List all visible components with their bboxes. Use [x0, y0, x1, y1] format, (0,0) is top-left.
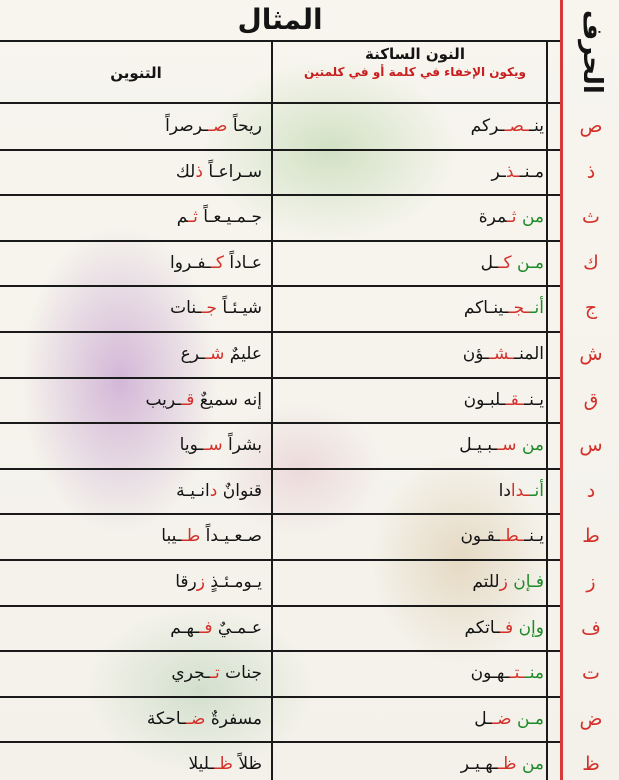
example-segment: ـر [491, 161, 506, 182]
noon-sakinah-example [300, 520, 544, 552]
tanween-segment: جـ [201, 298, 217, 319]
table-row [0, 514, 619, 558]
table-row [0, 606, 619, 650]
row-divider [0, 331, 560, 333]
example-segment: ـطـ [500, 526, 525, 547]
tanween-example [12, 475, 270, 507]
tanween-segment: ـرصراً [165, 116, 209, 136]
ikhfa-letter: ش [579, 343, 603, 365]
table-row [0, 651, 619, 695]
ikhfa-letter: ق [583, 388, 599, 411]
tanween-example [12, 201, 270, 233]
tanween-example [12, 612, 270, 644]
tanween-segment: شيـئـاً [216, 298, 262, 319]
table-row [0, 241, 619, 285]
tanween-segment: سـراعـاً [202, 161, 262, 182]
ikhfa-letter: ز [586, 571, 596, 593]
example-segment: كـ [498, 252, 512, 273]
example-segment: مرة [478, 207, 507, 228]
example-segment: ثـ [506, 207, 517, 228]
noon-sakinah-example [300, 292, 544, 324]
tanween-segment: رقا [175, 572, 197, 592]
noon-sakinah-example [300, 201, 544, 233]
example-segment: ـقـون [460, 526, 501, 547]
ikhfa-letter: ظ [582, 753, 600, 776]
tanween-segment: إنه سميعٌ [194, 389, 262, 410]
tanween-segment: شـ [205, 344, 225, 364]
tanween-segment: عـاداً [223, 252, 262, 273]
example-segment: ـدا [510, 480, 530, 501]
table-row [0, 286, 619, 330]
tanween-segment: قـ [181, 389, 195, 410]
row-divider [0, 468, 560, 470]
ikhfa-letter: ص [579, 115, 603, 137]
letter-column-header: الحرف [577, 10, 607, 94]
tanween-segment: ـفـروا [170, 252, 211, 273]
noon-sakinah-example [300, 748, 544, 780]
ikhfa-letter: ث [582, 206, 600, 229]
row-divider [0, 513, 560, 515]
example-segment: ـاتكم [464, 617, 501, 638]
example-segment: ـل [474, 708, 493, 729]
example-segment: ـشـ [489, 344, 515, 364]
tanween-segment: ـنات [170, 298, 202, 319]
example-segment: فـ [500, 617, 514, 638]
tanween-segment: ريحاً [227, 116, 262, 136]
table-row [0, 332, 619, 376]
table-row [0, 378, 619, 422]
tanween-example [12, 657, 270, 689]
example-column-subtitle: ويكون الإخفاء في كلمة أو في كلمتين [303, 65, 527, 79]
ikhfa-letter: د [586, 479, 596, 502]
noon-sakinah-example [300, 566, 544, 598]
tanween-example [12, 110, 270, 142]
example-segment: ـلبـون [463, 389, 506, 410]
title-underline [0, 40, 560, 42]
tanween-segment: ثـ [188, 207, 198, 228]
ikhfa-letter: ض [579, 707, 603, 730]
tanween-example [12, 703, 270, 735]
tanween-segment: د [209, 480, 218, 501]
example-segment: مـنـ [519, 161, 544, 182]
tanween-example [12, 292, 270, 324]
tanween-column-header: التنوين [110, 64, 162, 82]
example-segment: من [516, 754, 544, 775]
tanween-segment: ظـ [214, 754, 233, 775]
tanween-segment: سـ [203, 435, 223, 456]
example-segment: ـركم [470, 116, 505, 136]
example-segment: يـنـ [524, 526, 544, 547]
row-divider [0, 741, 560, 743]
row-divider [0, 240, 560, 242]
row-divider [0, 559, 560, 561]
tanween-example [12, 156, 270, 188]
example-segment: من [516, 207, 544, 228]
tanween-segment: ضـ [186, 708, 206, 729]
table-row [0, 469, 619, 513]
example-segment: أنـ [529, 480, 544, 501]
tanween-segment: كـ [210, 252, 224, 273]
tanween-segment: بشراً [222, 435, 262, 456]
table-row [0, 742, 619, 780]
row-divider [0, 285, 560, 287]
tanween-segment: ـليلا [188, 754, 215, 775]
tanween-segment: ز [196, 572, 205, 592]
noon-sakinah-example [300, 429, 544, 461]
tanween-segment: طـ [181, 526, 201, 547]
tanween-example [12, 566, 270, 598]
example-segment: دا [498, 480, 511, 501]
noon-sakinah-example [300, 338, 544, 370]
tanween-segment: صـ [208, 116, 228, 136]
noon-sakinah-example [300, 156, 544, 188]
example-segment: المنـ [514, 344, 544, 364]
example-segment: ـينـاكم [463, 298, 509, 319]
tanween-segment: ـرع [180, 344, 206, 364]
tanween-segment: عليمٌ [224, 344, 262, 364]
example-segment: ـقـ [505, 389, 525, 410]
tanween-example [12, 520, 270, 552]
table-row [0, 560, 619, 604]
table-row [0, 697, 619, 741]
tanween-example [12, 384, 270, 416]
row-divider [0, 422, 560, 424]
tanween-segment: صـعـيـداً [200, 526, 262, 547]
noon-sakinah-example [300, 384, 544, 416]
tanween-segment: جـمـيـعـاً [197, 207, 262, 228]
tanween-example [12, 338, 270, 370]
ikhfa-letter: ف [581, 616, 601, 639]
tanween-segment: ـيبا [161, 526, 182, 547]
row-divider [0, 149, 560, 151]
example-segment: ـتـ [509, 663, 525, 684]
tanween-example [12, 247, 270, 279]
example-segment: ـهـون [470, 663, 510, 684]
noon-sakinah-example [300, 657, 544, 689]
ikhfa-letter: ج [584, 297, 598, 320]
ikhfa-letter: ك [583, 251, 599, 274]
tanween-example [12, 748, 270, 780]
tanween-segment: ـريب [145, 389, 182, 410]
tanween-segment: يـومـئـذٍ [204, 572, 262, 592]
tanween-segment: فـ [199, 617, 213, 638]
ikhfa-letter: ط [582, 525, 600, 548]
example-segment: ـذ [505, 161, 520, 182]
example-segment: ـصـ [504, 116, 530, 136]
noon-sakinah-example [300, 247, 544, 279]
row-divider [0, 377, 560, 379]
example-segment: ز [499, 572, 508, 592]
ikhfa-letter: س [579, 434, 603, 457]
noon-sakinah-example [300, 110, 544, 142]
example-segment: ـجـ [508, 298, 530, 319]
tanween-segment: ـهـم [170, 617, 200, 638]
table-row [0, 195, 619, 239]
example-segment: ـؤن [462, 344, 490, 364]
example-segment: مـن [511, 252, 544, 273]
row-divider [0, 650, 560, 652]
row-divider [0, 605, 560, 607]
tanween-segment: انـيـة [176, 480, 210, 501]
tanween-segment: لك [175, 161, 196, 182]
example-segment: منـ [524, 663, 544, 684]
page-title: المثال [237, 3, 323, 36]
table-row [0, 150, 619, 194]
example-segment: ـهـيـر [460, 754, 499, 775]
ikhfa-letter: ذ [586, 160, 596, 183]
example-segment: أنـ [529, 298, 544, 319]
example-segment: يـنـ [524, 389, 544, 410]
tanween-segment: ـجري [171, 663, 211, 684]
example-segment: من [516, 435, 544, 456]
table-row [0, 104, 619, 148]
example-segment: ظـ [498, 754, 517, 775]
ikhfa-letter: ت [582, 662, 600, 685]
noon-sakinah-example [300, 703, 544, 735]
noon-sakinah-example [300, 475, 544, 507]
example-segment: ـبـيـل [459, 435, 498, 456]
tanween-segment: م [176, 207, 189, 228]
tanween-segment: تـ [210, 663, 220, 684]
tanween-segment: مسفرةٌ [205, 708, 262, 729]
example-segment: سـ [497, 435, 517, 456]
tanween-segment: جنات [219, 663, 262, 684]
example-segment: ضـ [492, 708, 512, 729]
example-segment: وإن [513, 617, 544, 638]
noon-sakinah-example [300, 612, 544, 644]
tanween-segment: ظلاً [232, 754, 262, 775]
example-segment: ـل [480, 252, 499, 273]
example-segment: مـن [511, 708, 544, 729]
tanween-segment: قنوانٌ [217, 480, 262, 501]
example-segment: للتم [472, 572, 500, 592]
row-divider [0, 194, 560, 196]
tanween-example [12, 429, 270, 461]
tanween-segment: ـويا [179, 435, 204, 456]
example-segment: فـإن [507, 572, 544, 592]
example-column-header [272, 44, 558, 80]
table-row [0, 423, 619, 467]
tanween-segment: ذ [195, 161, 203, 182]
example-column-title: النون الساكنة [365, 45, 465, 63]
tanween-segment: ـاحكة [146, 708, 187, 729]
example-segment: ينـ [529, 116, 544, 136]
row-divider [0, 696, 560, 698]
tanween-segment: عـمـيٌ [212, 617, 262, 638]
